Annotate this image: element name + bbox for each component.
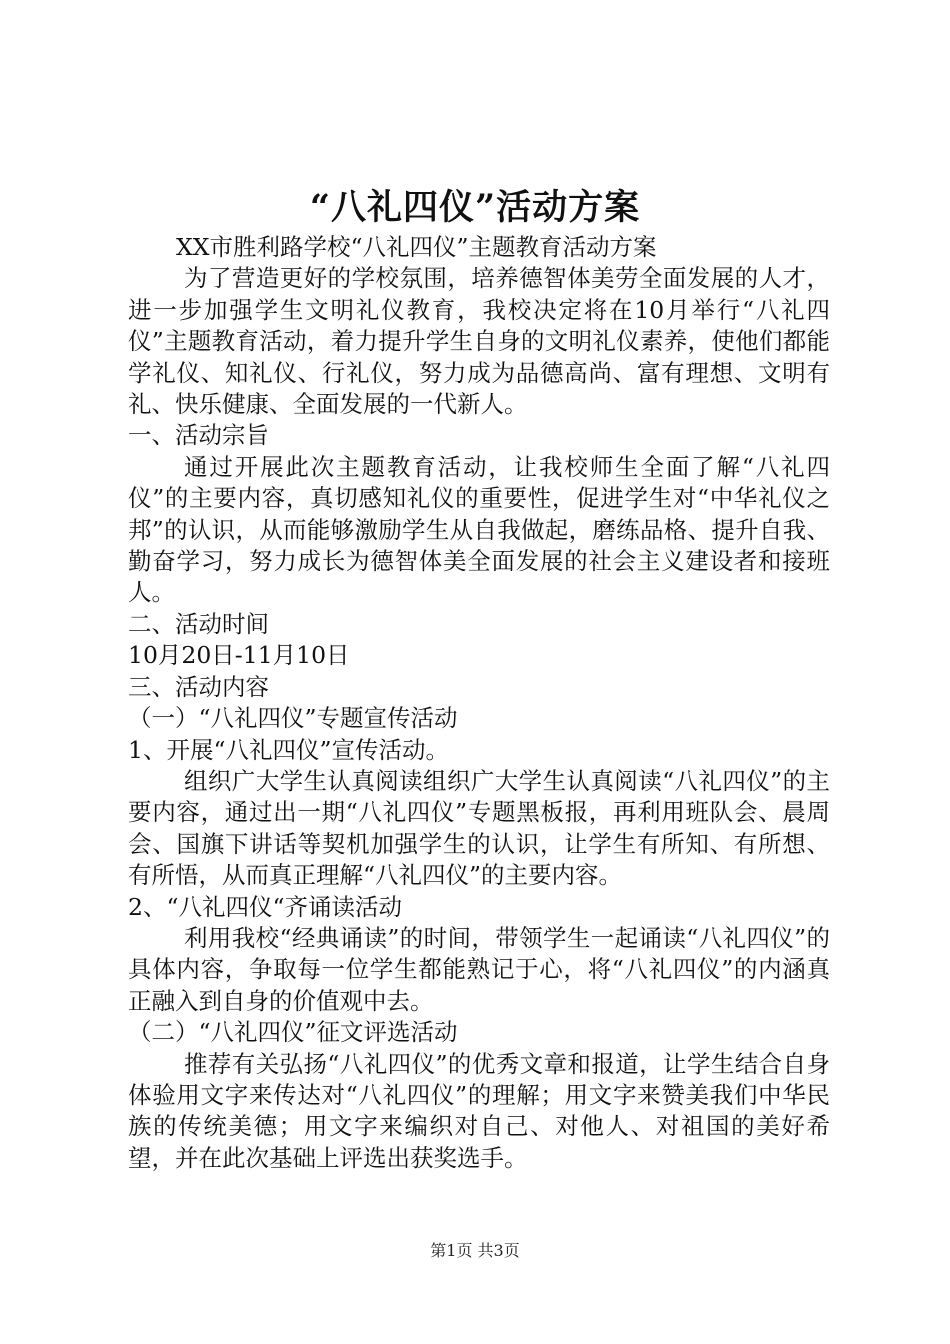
page-number-footer: 第1页 共3页: [430, 1241, 520, 1260]
purpose-paragraph: 通过开展此次主题教育活动，让我校师生全面了解“八礼四仪”的主要内容，真切感知礼仪的重要性，促进学生对“中华礼仪之邦”的认识，从而能够激励学生从自我做起，磨练品格、提升自我、勤奋学习，努力成长为德智体美全面发展的社会主义建设者和接班人。: [128, 452, 830, 607]
recitation-paragraph: 利用我校“经典诵读”的时间，带领学生一起诵读“八礼四仪”的具体内容，争取每一位学生都能熟记于心，将“八礼四仪”的内涵真正融入到自身的价值观中去。: [128, 923, 830, 1015]
intro-paragraph: 为了营造更好的学校氛围，培养德智体美劳全面发展的人才，进一步加强学生文明礼仪教育，我校决定将在10月举行“八礼四仪”主题教育活动，着力提升学生自身的文明礼仪素养，使他们都能学礼仪、知礼仪、行礼仪，努力成为品德高尚、富有理想、文明有礼、快乐健康、全面发展的一代新人。: [128, 264, 830, 419]
section-heading-time: 二、活动时间: [128, 609, 269, 638]
part-heading-publicity: （一）“八礼四仪”专题宣传活动: [128, 704, 458, 733]
item-heading-publicity: 1、开展“八礼四仪”宣传活动。: [128, 735, 449, 764]
document-title: “八礼四仪”活动方案: [309, 187, 641, 228]
publicity-paragraph: 组织广大学生认真阅读组织广大学生认真阅读“八礼四仪”的主要内容，通过出一期“八礼四仪”专题黑板报，再利用班队会、晨周会、国旗下讲话等契机加强学生的认识，让学生有所知、有所想、有所悟，从而真正理解“八礼四仪”的主要内容。: [128, 766, 830, 890]
subtitle-line: XX市胜利路学校“八礼四仪”主题教育活动方案: [176, 233, 657, 261]
essay-paragraph: 推荐有关弘扬“八礼四仪”的优秀文章和报道，让学生结合自身体验用文字来传达对“八礼四仪”的理解；用文字来赞美我们中华民族的传统美德；用文字来编织对自己、对他人、对祖国的美好希望，并在此次基础上评选出获奖选手。: [128, 1049, 830, 1172]
time-paragraph: 10月20日-11月10日: [128, 641, 350, 670]
document-body: [128, 232, 830, 1174]
item-heading-recitation: 2、“八礼四仪“齐诵读活动: [128, 892, 402, 921]
section-heading-content: 三、活动内容: [128, 672, 269, 701]
section-heading-purpose: 一、活动宗旨: [128, 421, 269, 450]
part-heading-essay: （二）“八礼四仪”征文评选活动: [128, 1018, 458, 1047]
